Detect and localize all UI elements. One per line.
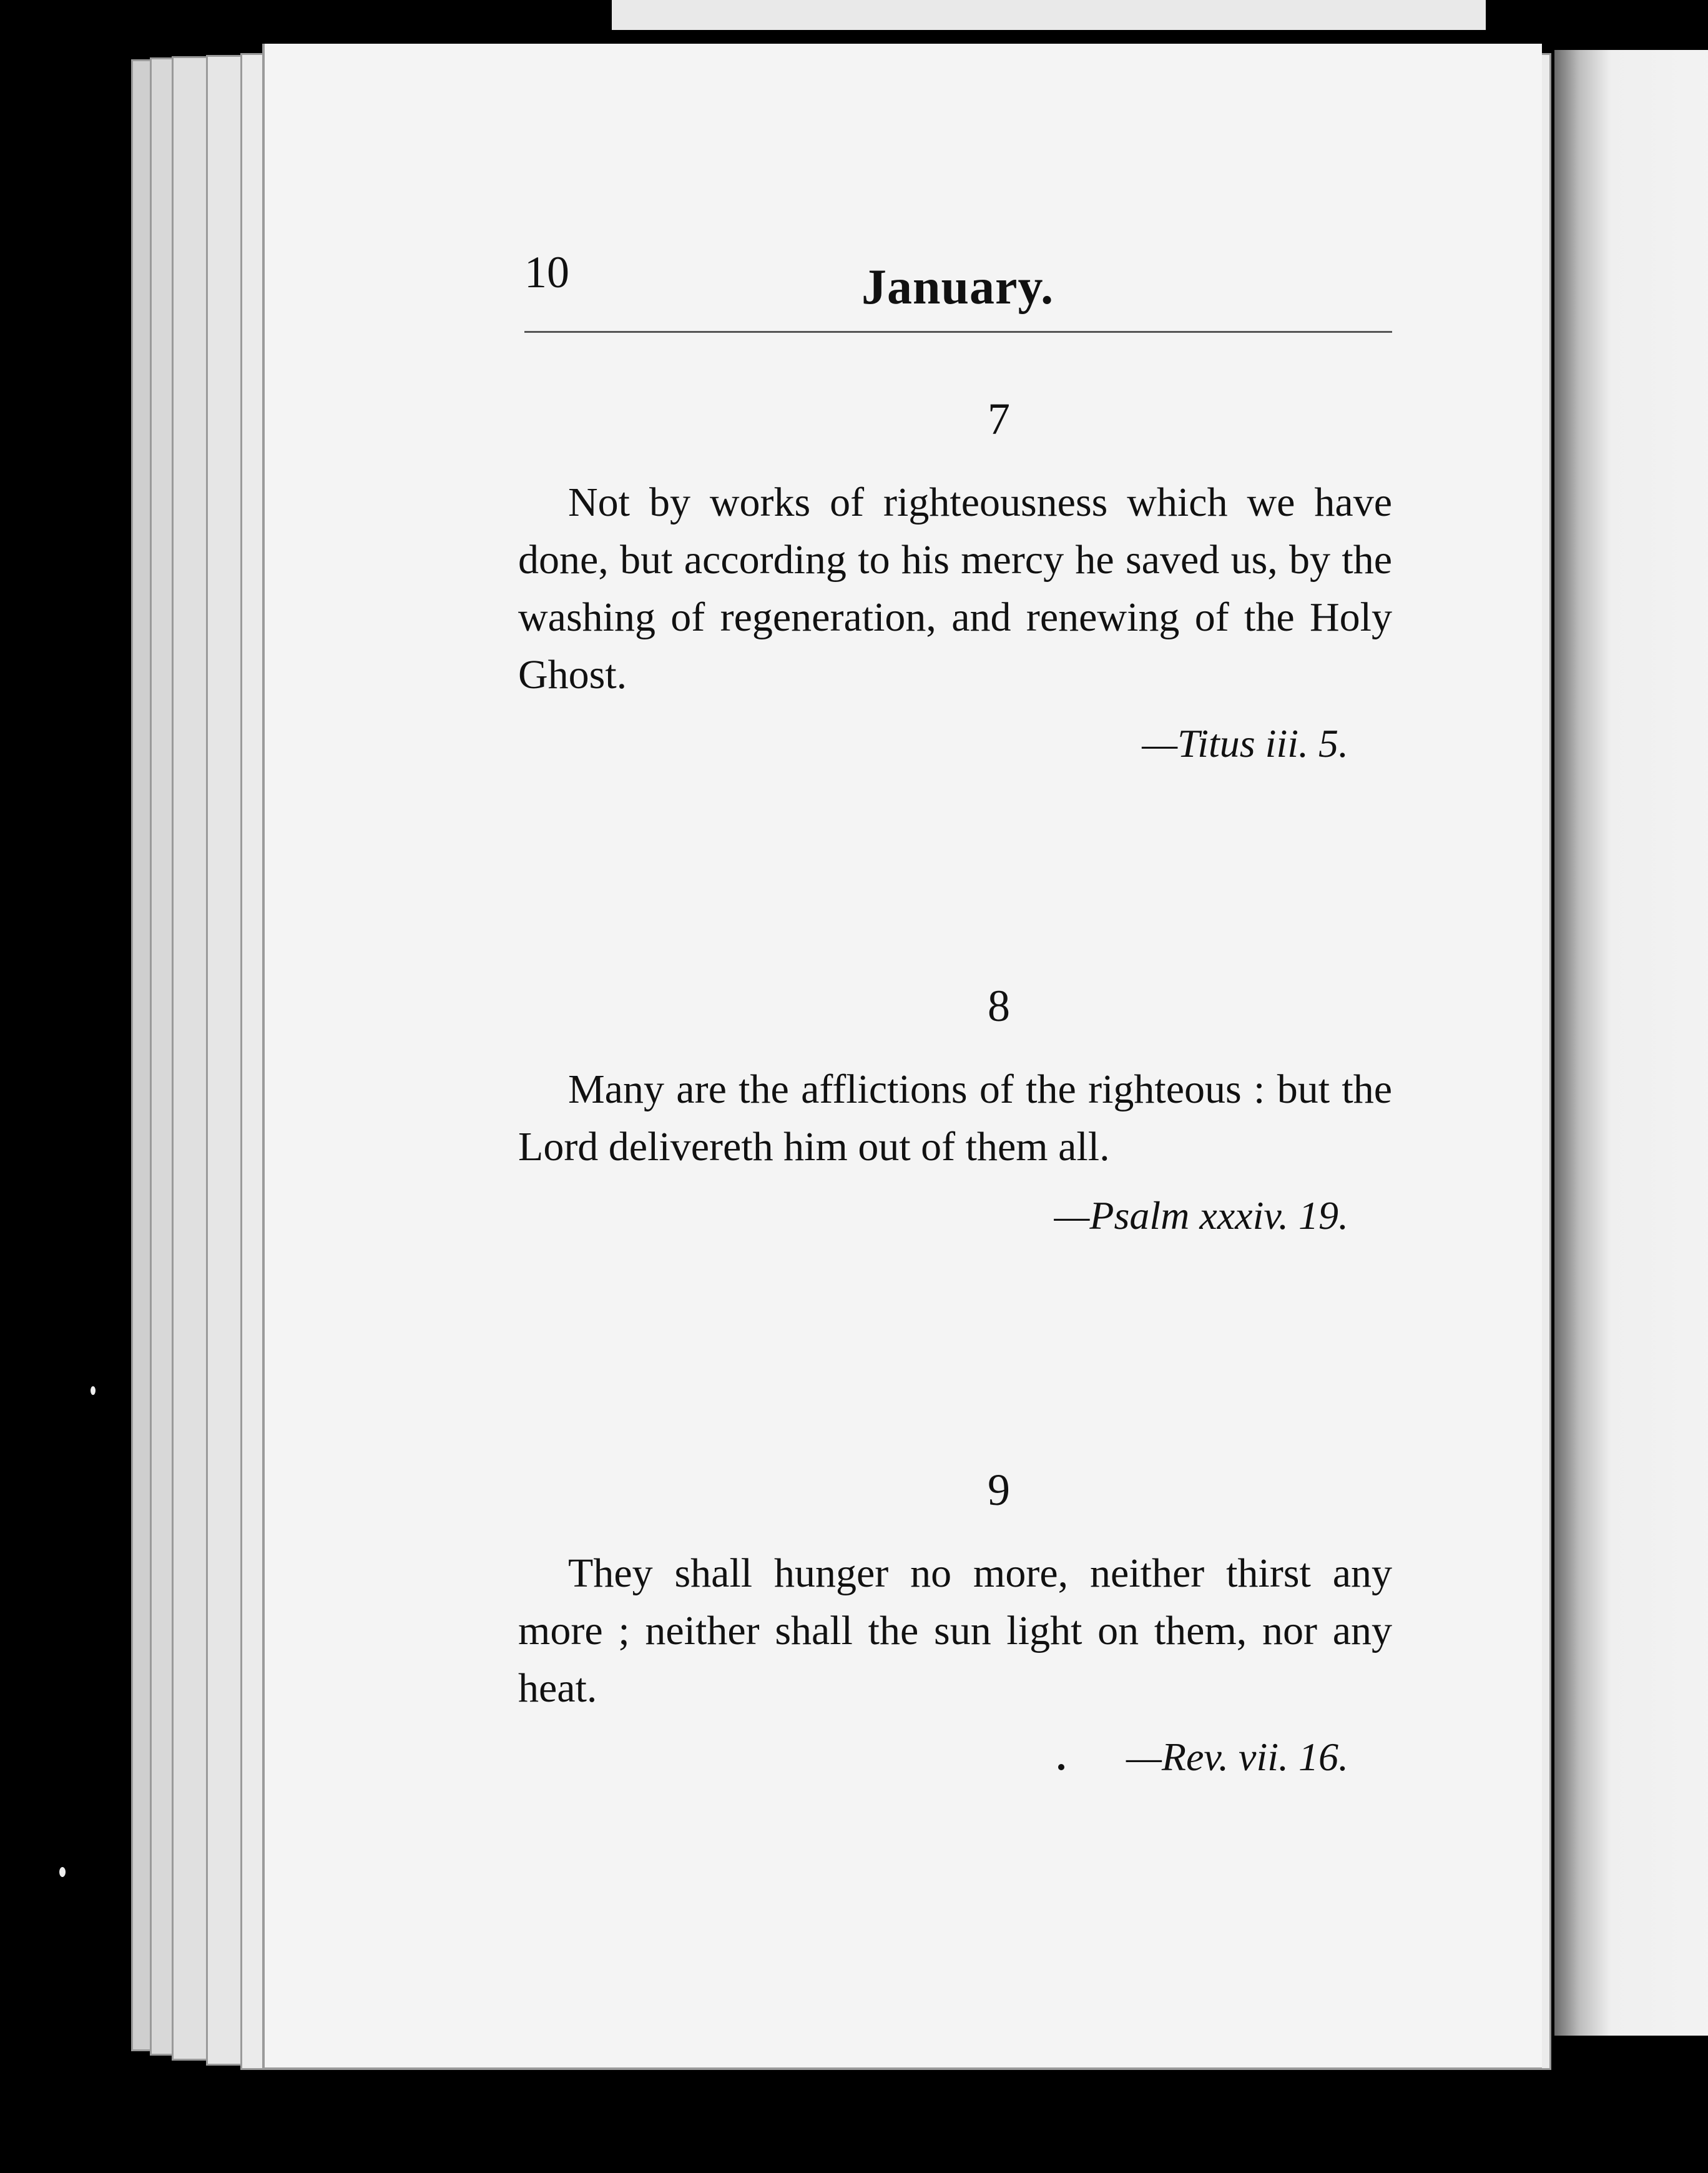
day-number: 7 (988, 394, 1010, 444)
day-number: 8 (988, 981, 1010, 1031)
header-rule (524, 331, 1392, 333)
daily-entry (518, 983, 1392, 1236)
verse-reference: —Rev. vii. 16. (1126, 1735, 1348, 1779)
day-number: 9 (988, 1465, 1010, 1515)
verse-reference: —Titus iii. 5. (1142, 721, 1348, 766)
adjacent-page (1554, 50, 1708, 2036)
verse-text: Not by works of righteousness which we have done, but according to his mercy he saved us, by the washing of regeneration, and renewing of the Holy Ghost. (518, 480, 1392, 697)
ink-speck (59, 1867, 66, 1877)
page-number: 10 (524, 247, 569, 297)
ink-speck (1058, 1764, 1064, 1770)
verse-reference: —Psalm xxxiv. 19. (1054, 1193, 1348, 1238)
verse-text: Many are the afflictions of the righteous : but the Lord delivereth him out of them all. (518, 1067, 1392, 1170)
verse-text: They shall hunger no more, neither thirst any more ; neither shall the sun light on them, nor any heat. (518, 1550, 1392, 1711)
daily-entry (518, 394, 1392, 766)
ink-speck (91, 1386, 96, 1395)
daily-entry (518, 1467, 1392, 1777)
running-head: January. (861, 260, 1054, 315)
paper-scrap (612, 0, 1486, 30)
